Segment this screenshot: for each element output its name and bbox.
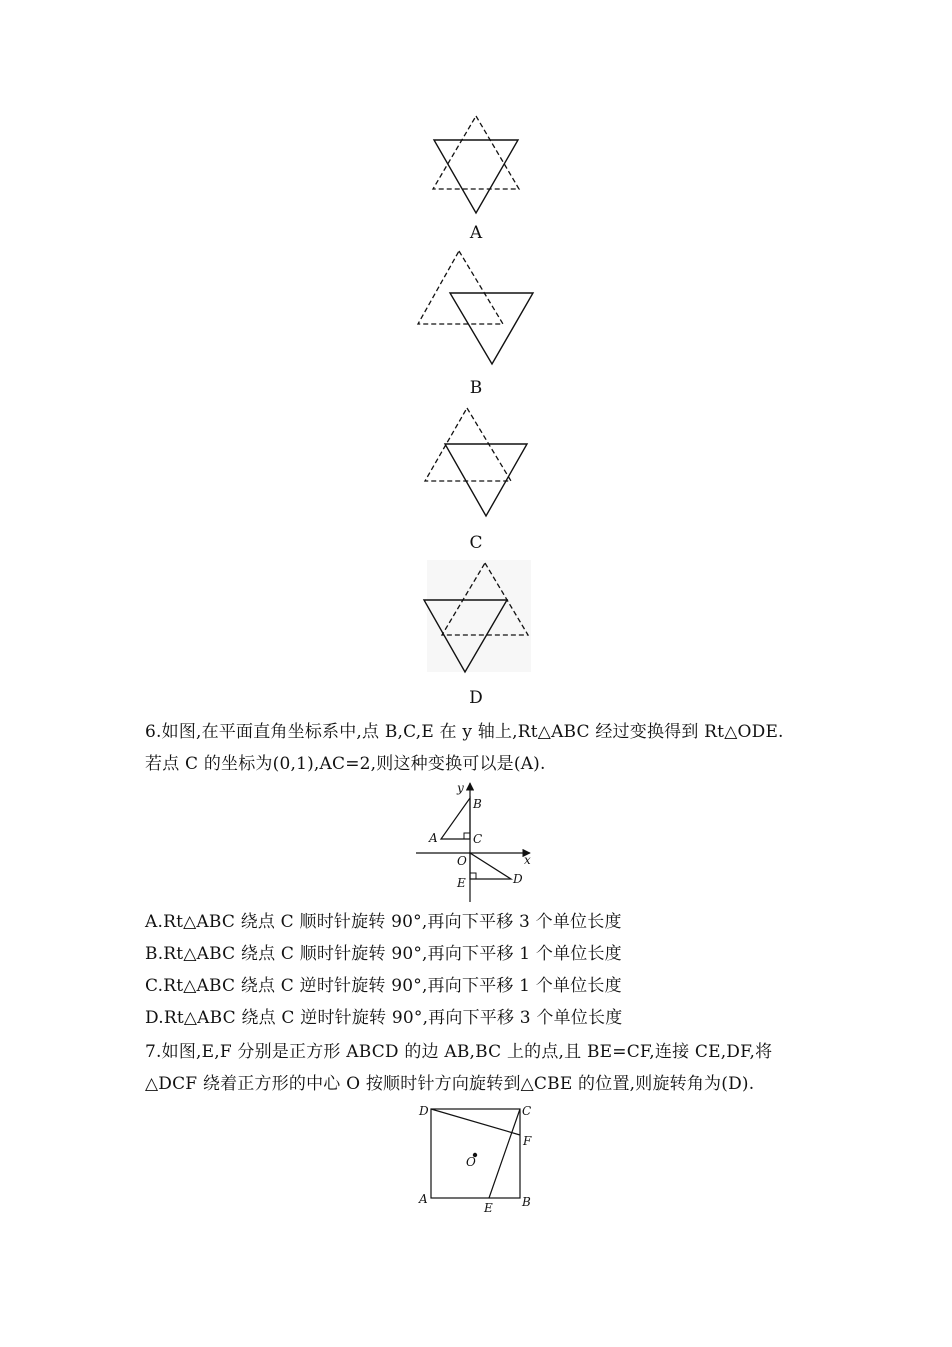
label-f: F xyxy=(523,1134,532,1148)
solid-triangle-down xyxy=(445,444,527,516)
option-d-figure xyxy=(418,558,533,678)
solid-triangle-down xyxy=(450,293,533,364)
figure-background xyxy=(427,560,531,672)
label-o: O xyxy=(457,854,467,868)
q6-choice-c: C.Rt△ABC 绕点 C 逆时针旋转 90°,再向下平移 1 个单位长度 xyxy=(145,976,622,996)
segment-ce xyxy=(489,1109,520,1198)
label-c: C xyxy=(473,832,483,846)
dashed-triangle-up xyxy=(433,116,519,189)
right-angle-mark-e xyxy=(470,873,476,879)
segment-df xyxy=(431,1109,520,1135)
label-e: E xyxy=(457,876,466,890)
q6-choice-a: A.Rt△ABC 绕点 C 顺时针旋转 90°,再向下平移 3 个单位长度 xyxy=(145,912,622,932)
label-c: C xyxy=(522,1104,532,1118)
label-a: A xyxy=(419,1192,428,1206)
right-angle-mark-c xyxy=(464,833,470,839)
solid-triangle-down xyxy=(434,140,518,213)
q6-choice-d: D.Rt△ABC 绕点 C 逆时针旋转 90°,再向下平移 3 个单位长度 xyxy=(145,1008,623,1028)
q6-coordinate-figure xyxy=(412,778,537,906)
label-o: O xyxy=(466,1155,476,1169)
q6-choice-b: B.Rt△ABC 绕点 C 顺时针旋转 90°,再向下平移 1 个单位长度 xyxy=(145,944,622,964)
option-d-caption: D xyxy=(469,688,483,708)
q6-line-1: 6.如图,在平面直角坐标系中,点 B,C,E 在 y 轴上,Rt△ABC 经过变换得到 Rt△ODE. xyxy=(145,722,784,742)
q7-line-1: 7.如图,E,F 分别是正方形 ABCD 的边 AB,BC 上的点,且 BE=CF,连接 CE,DF,将 xyxy=(145,1042,773,1062)
q7-square-figure xyxy=(412,1100,542,1218)
label-e: E xyxy=(484,1201,493,1215)
label-b: B xyxy=(473,797,482,811)
option-c-figure xyxy=(418,402,533,522)
q6-line-2: 若点 C 的坐标为(0,1),AC=2,则这种变换可以是(A). xyxy=(145,754,546,774)
label-d: D xyxy=(513,872,523,886)
label-a: A xyxy=(429,831,438,845)
option-a-caption: A xyxy=(469,223,483,243)
label-d: D xyxy=(419,1104,429,1118)
label-b: B xyxy=(522,1195,531,1209)
option-a-figure xyxy=(425,110,525,220)
label-x: x xyxy=(524,853,531,867)
option-c-caption: C xyxy=(469,533,483,553)
q7-line-2: △DCF 绕着正方形的中心 O 按顺时针方向旋转到△CBE 的位置,则旋转角为(D). xyxy=(145,1074,755,1094)
option-b-caption: B xyxy=(469,378,483,398)
label-y: y xyxy=(457,781,464,795)
option-b-figure xyxy=(413,245,538,370)
dashed-triangle-up xyxy=(418,251,503,324)
